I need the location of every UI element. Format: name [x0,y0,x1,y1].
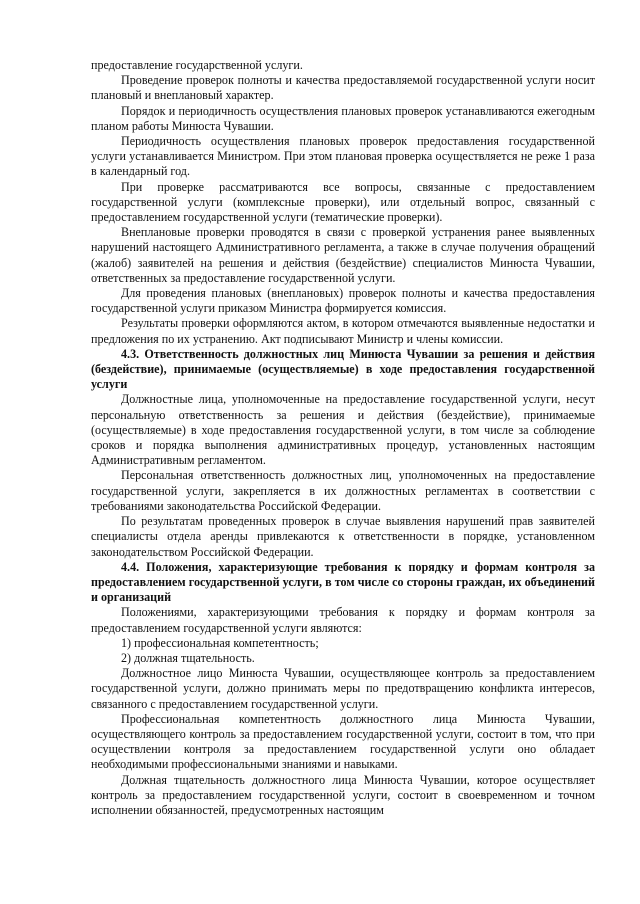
list-item: 1) профессиональная компетентность; [121,635,319,650]
paragraph: Результаты проверки оформляются актом, в котором отмечаются выявленные недостатки и предложения по их устранению. Акт подписывают Министр и члены комиссии. [91,316,595,346]
section-heading-4-4: 4.4. Положения, характеризующие требования к порядку и формам контроля за предоставлением государственной услуги, в том числе со стороны граждан, их объединений и организаций [91,559,595,605]
paragraph: Периодичность осуществления плановых проверок предоставления государственной услуги устанавливается Министром. При этом плановая проверка осуществляется не реже 1 раза в календарный год. [91,134,595,179]
paragraph-continuation: предоставление государственной услуги. [91,58,303,72]
paragraph: Должностные лица, уполномоченные на предоставление государственной услуги, несут персональную ответственность за решения и действия (бездействие), принимаемые (осуществляемые) в ходе предоставления государственной услуги, в том числе за соблюдение сроков и порядка выполнения административных процедур, установленных настоящим Административным регламентом. [91,392,595,468]
paragraph: Порядок и периодичность осуществления плановых проверок устанавливаются ежегодным планом работы Минюста Чувашии. [91,103,595,133]
paragraph: По результатам проведенных проверок в случае выявления нарушений прав заявителей специалисты отдела аренды привлекаются к ответственности в порядке, установленном законодательством Российской Федерации. [91,514,595,559]
document-page [91,58,595,818]
paragraph: Внеплановые проверки проводятся в связи с проверкой устранения ранее выявленных нарушений настоящего Административного регламента, а также в случае получения обращений (жалоб) заявителей на решения и действия (бездействие) специалистов Минюста Чувашии, ответственных за предоставление государственной услуги. [91,225,595,285]
paragraph: Должностное лицо Минюста Чувашии, осуществляющее контроль за предоставлением государственной услуги, должно принимать меры по предотвращению конфликта интересов, связанного с предоставлением государственной услуги. [91,666,595,711]
paragraph: Для проведения плановых (внеплановых) проверок полноты и качества предоставления государственной услуги приказом Министра формируется комиссия. [91,286,595,316]
section-heading-4-3: 4.3. Ответственность должностных лиц Минюста Чувашии за решения и действия (бездействие), принимаемые (осуществляемые) в ходе предоставления государственной услуги [91,346,595,392]
paragraph: Должная тщательность должностного лица Минюста Чувашии, которое осуществляет контроль за предоставлением государственной услуги, состоит в своевременном и точном исполнении обязанностей, предусмотренных настоящим [91,772,595,817]
paragraph: Профессиональная компетентность должностного лица Минюста Чувашии, осуществляющего контроль за предоставлением государственной услуги, состоит в том, что при осуществлении контроля за предоставлением государственной услуги оно обладает необходимыми профессиональными знаниями и навыками. [91,711,595,772]
paragraph: Положениями, характеризующими требования к порядку и формам контроля за предоставлением государственной услуги являются: [91,605,595,635]
paragraph: Персональная ответственность должностных лиц, уполномоченных на предоставление государственной услуги, закрепляется в их должностных регламентах в соответствии с требованиями законодательства Российской Федерации. [91,468,595,513]
paragraph: Проведение проверок полноты и качества предоставляемой государственной услуги носит плановый и внеплановый характер. [91,73,595,103]
paragraph: При проверке рассматриваются все вопросы, связанные с предоставлением государственной услуги (комплексные проверки), или отдельный вопрос, связанный с предоставлением государственной услуги (тематические проверки). [91,179,595,225]
list-item: 2) должная тщательность. [121,650,255,665]
